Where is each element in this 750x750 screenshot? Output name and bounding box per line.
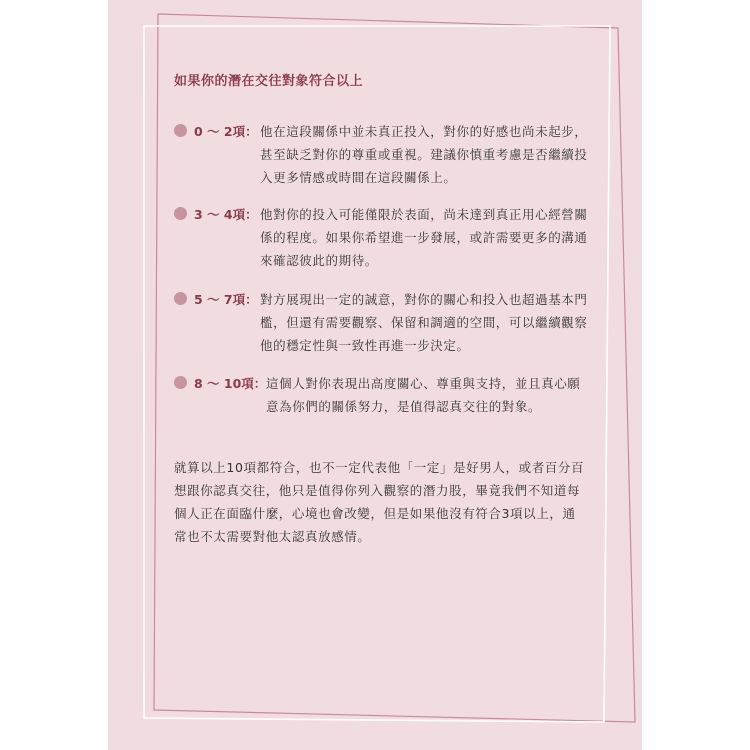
list-item: [174, 203, 594, 273]
bullet-icon: [174, 124, 187, 137]
item-text: 對方展現出一定的誠意，對你的關心和投入也超過基本門檻，但還有需要觀察、保留和調適的空間，可以繼續觀察他的穩定性與一致性再進一步決定。: [260, 292, 588, 353]
item-label: 5 ～ 7項：: [194, 292, 258, 307]
list-item: [174, 288, 594, 358]
book-page: [108, 0, 642, 750]
item-text: 他對你的投入可能僅限於表面，尚未達到真正用心經營關係的程度。如果你希望進一步發展，或許需要更多的溝通來確認彼此的期待。: [260, 207, 588, 268]
list-item: [174, 120, 594, 190]
bullet-icon: [174, 292, 187, 305]
bullet-icon: [174, 376, 187, 389]
item-label: 3 ～ 4項：: [194, 207, 258, 222]
item-label: 8 ～ 10項：: [194, 376, 267, 391]
bullet-icon: [174, 207, 187, 220]
list-item: [174, 372, 594, 442]
item-text: 這個人對你表現出高度關心、尊重與支持，並且真心願意為你們的關係努力，是值得認真交往的對象。: [266, 376, 581, 414]
item-text: 他在這段關係中並未真正投入，對你的好感也尚未起步，甚至缺乏對你的尊重或重視。建議你慎重考慮是否繼續投入更多情感或時間在這段關係上。: [260, 124, 588, 185]
page-title: 如果你的潛在交往對象符合以上: [174, 74, 364, 89]
closing-paragraph: 就算以上10項都符合，也不一定代表他「一定」是好男人，或者百分百想跟你認真交往，他只是值得你列入觀察的潛力股，畢竟我們不知道每個人正在面臨什麼，心境也會改變，但是如果他沒有符合3項以上，通常也不太需要對他太認真放感情。: [174, 460, 585, 544]
item-label: 0 ～ 2項：: [194, 124, 258, 139]
